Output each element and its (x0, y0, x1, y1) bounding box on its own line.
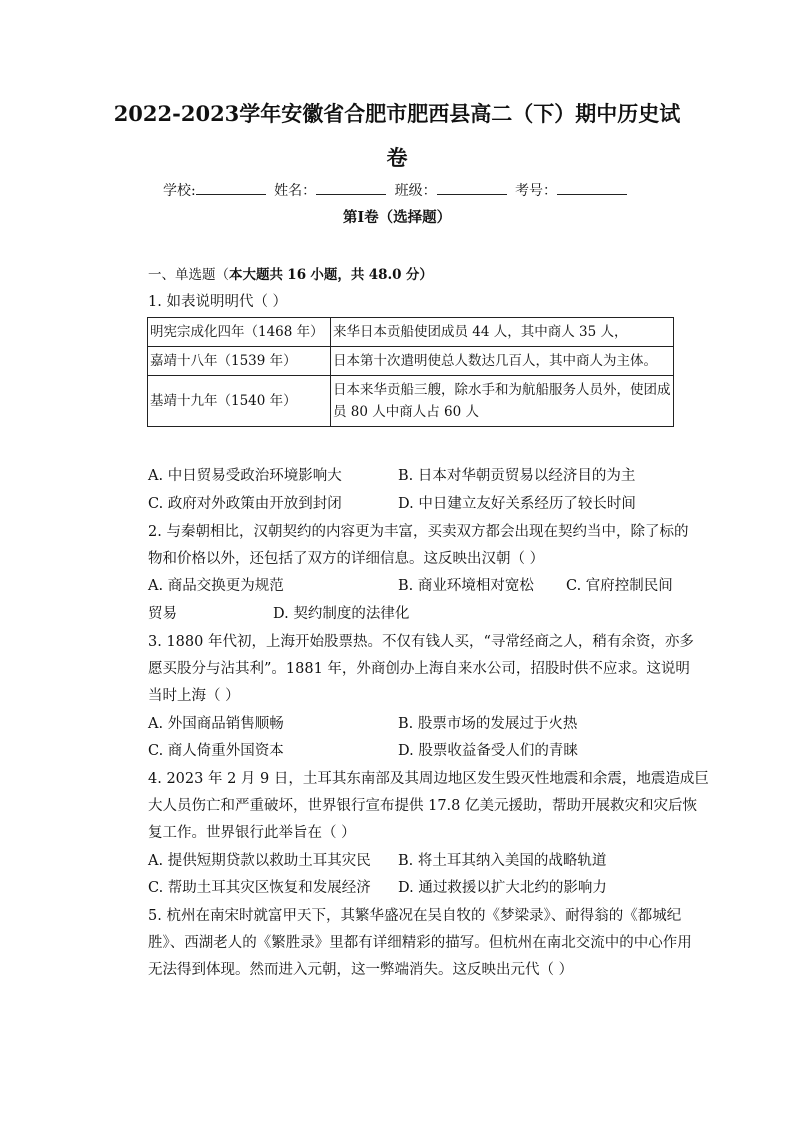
exam-number-blank[interactable] (557, 182, 627, 195)
class-label: 班级： (394, 183, 437, 199)
q2-option-a[interactable]: A. 商品交换更为规范 (148, 578, 284, 594)
page-title-continued: 卷 (386, 145, 408, 170)
class-blank[interactable] (437, 182, 507, 195)
name-blank[interactable] (316, 182, 386, 195)
q2-stem-line: 物和价格以外，还包括了双方的详细信息。这反映出汉朝（ ） (148, 551, 545, 567)
q5-stem-line: 5. 杭州在南宋时就富甲天下，其繁华盛况在吴自牧的《梦梁录》、耐得翁的《都城纪 (148, 908, 682, 924)
q1-option-b[interactable]: B. 日本对华朝贡贸易以经济目的为主 (398, 468, 636, 484)
q2-option-c[interactable]: C. 官府控制民间 (566, 578, 673, 594)
table-row (148, 347, 674, 376)
school-blank[interactable] (196, 182, 266, 195)
section-heading (148, 263, 433, 283)
q4-stem-line: 复工作。世界银行此举旨在（ ） (148, 825, 356, 841)
q4-stem-line: 大人员伤亡和严重破坏，世界银行宣布提供 17.8 亿美元援助，帮助开展救灾和灾后恢 (148, 798, 698, 814)
exam-number-label: 考号： (515, 183, 558, 199)
q1-stem: 1. 如表说明明代（ ） (148, 294, 288, 310)
section-prefix: 一、单选题（ (148, 267, 229, 283)
q4-option-a[interactable]: A. 提供短期贷款以救助土耳其灾民 (148, 853, 371, 869)
q4-option-d[interactable]: D. 通过救援以扩大北约的影响力 (398, 880, 607, 896)
section-score-label: 小题，共 (310, 267, 365, 283)
table-cell: 日本来华贡船三艘，除水手和为航船服务人员外，使团成员 80 人中商人占 60 人 (331, 376, 674, 427)
q4-option-b[interactable]: B. 将土耳其纳入美国的战略轨道 (398, 853, 607, 869)
q1-option-a[interactable]: A. 中日贸易受政治环境影响大 (148, 468, 342, 484)
q4-stem-line: 4. 2023 年 2 月 9 日，土耳其东南部及其周边地区发生毁灭性地震和余震，地震造成巨 (148, 771, 709, 787)
section-count: 16 (287, 267, 307, 283)
q5-stem-line: 胜》、西湖老人的《繁胜录》里都有详细精彩的描写。但杭州在南北交流中的中心作用 (148, 935, 692, 951)
q3-option-b[interactable]: B. 股票市场的发展过于火热 (398, 716, 578, 732)
table-cell: 日本第十次遣明使总人数达几百人，其中商人为主体。 (331, 347, 674, 376)
q3-stem-line: 当时上海（ ） (148, 688, 240, 704)
q3-stem-line: 愿买股分与沾其利”。1881 年，外商创办上海自来水公司，招股时供不应求。这说明 (148, 661, 690, 677)
volume-heading: 第I卷（选择题） (342, 209, 452, 226)
student-info-line (0, 180, 794, 200)
q1-option-d[interactable]: D. 中日建立友好关系经历了较长时间 (398, 496, 636, 512)
q2-option-d[interactable]: D. 契约制度的法律化 (273, 606, 410, 622)
q1-table (147, 317, 674, 427)
table-cell: 明宪宗成化四年（1468 年） (148, 318, 331, 347)
q4-option-c[interactable]: C. 帮助土耳其灾区恢复和发展经济 (148, 880, 371, 896)
school-label: 学校: (162, 183, 196, 199)
table-cell: 嘉靖十八年（1539 年） (148, 347, 331, 376)
q1-option-c[interactable]: C. 政府对外政策由开放到封闭 (148, 496, 342, 512)
table-row (148, 318, 674, 347)
q3-option-d[interactable]: D. 股票收益备受人们的青睐 (398, 743, 578, 759)
q3-stem-line: 3. 1880 年代初，上海开始股票热。不仅有钱人买，“寻常经商之人，稍有余资，亦多 (148, 634, 694, 650)
q3-option-a[interactable]: A. 外国商品销售顺畅 (148, 716, 284, 732)
section-count-label: 本大题共 (229, 267, 283, 283)
q2-stem-line: 2. 与秦朝相比，汉朝契约的内容更为丰富，买卖双方都会出现在契约当中，除了标的 (148, 524, 689, 540)
q5-stem-line: 无法得到体现。然而进入元朝，这一弊端消失。这反映出元代（ ） (148, 962, 574, 978)
name-label: 姓名： (274, 183, 317, 199)
q2-option-c-wrap[interactable]: 贸易 (148, 606, 177, 622)
table-cell: 基靖十九年（1540 年） (148, 376, 331, 427)
section-suffix: 分） (405, 267, 433, 283)
q2-option-b[interactable]: B. 商业环境相对宽松 (398, 578, 534, 594)
table-row (148, 376, 674, 427)
section-score: 48.0 (368, 267, 402, 283)
q3-option-c[interactable]: C. 商人倚重外国资本 (148, 743, 284, 759)
table-cell: 来华日本贡船使团成员 44 人，其中商人 35 人， (331, 318, 674, 347)
page-title: 2022-2023学年安徽省合肥市肥西县高二（下）期中历史试 (113, 101, 681, 126)
